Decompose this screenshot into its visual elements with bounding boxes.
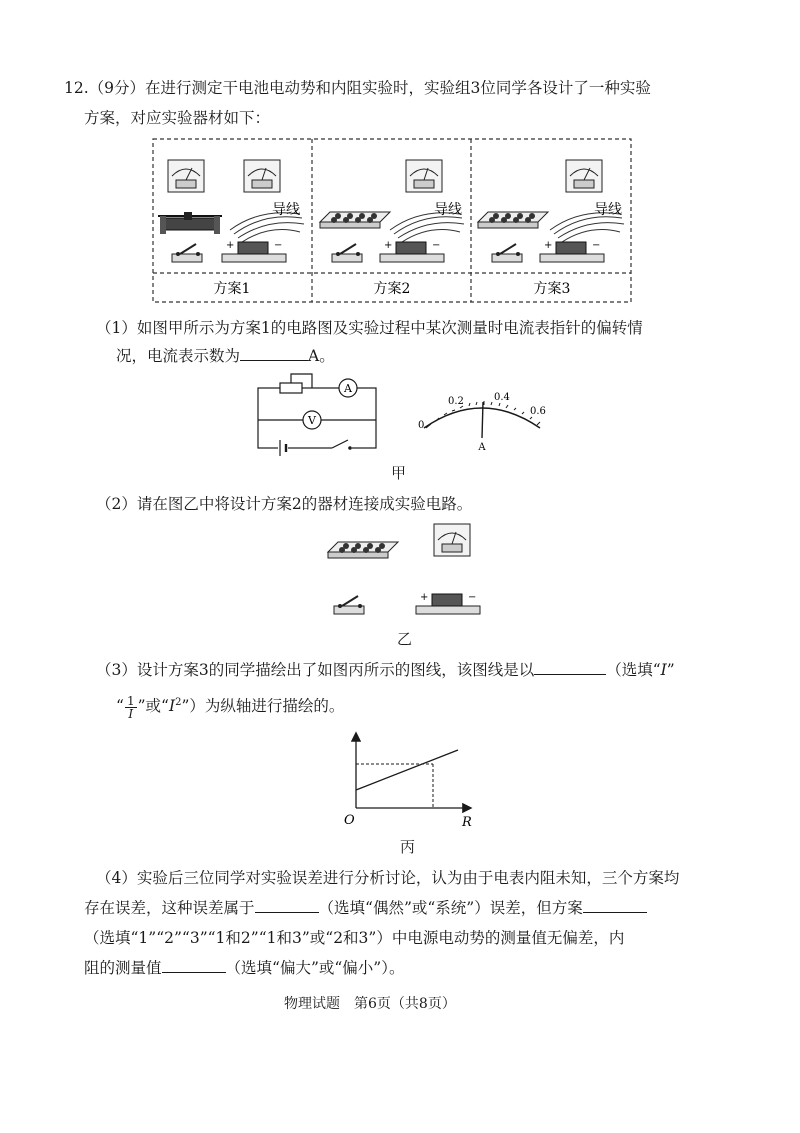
svg-text:+: +	[544, 240, 553, 251]
figure-caption-yi: 乙	[397, 630, 413, 648]
battery-icon	[540, 240, 604, 262]
part4-blank-error-type[interactable]	[255, 898, 319, 913]
part4-line2: 存在误差，这种误差属于 （选填“偶然”或“系统”）误差，但方案	[84, 898, 647, 918]
svg-text:−: −	[274, 240, 283, 251]
meter-tick-0.2: 0.2	[448, 396, 464, 407]
svg-text:V: V	[308, 414, 316, 427]
graph-bing	[338, 730, 478, 830]
part4-line3: （选填“1”“2”“3”“1和2”“1和3”或“2和3”）中电源电动势的测量值无偏差，内	[84, 929, 625, 947]
wire-label: 导线	[272, 202, 300, 218]
graph-line	[356, 750, 458, 790]
resistance-box-icon	[320, 212, 390, 228]
svg-text:−: −	[468, 592, 477, 603]
resistance-box-icon	[328, 542, 398, 558]
wire-label: 导线	[594, 202, 622, 218]
rheostat-icon	[158, 212, 222, 234]
svg-text:+: +	[384, 240, 393, 251]
svg-text:A: A	[344, 382, 352, 395]
battery-icon	[222, 240, 286, 262]
voltmeter-symbol	[303, 411, 321, 429]
resistance-box-icon	[478, 212, 548, 228]
wire-label: 导线	[434, 202, 462, 218]
switch-symbol	[332, 440, 352, 452]
graph-origin-label: O	[344, 813, 355, 828]
meter-tick-0: 0	[418, 420, 425, 431]
ammeter-symbol	[339, 379, 357, 397]
part4-line1: （4）实验后三位同学对实验误差进行分析讨论，认为由于电表内阻未知，三个方案均	[96, 869, 680, 887]
switch-icon	[492, 244, 522, 262]
equipment-panel	[152, 138, 632, 303]
voltmeter-device-icon	[434, 524, 470, 556]
question-stem-line1: 12.（9分）在进行测定干电池电动势和内阻实验时，实验组3位同学各设计了一种实验	[64, 79, 651, 97]
meter-tick-0.6: 0.6	[530, 406, 546, 417]
graph-x-label: R	[462, 815, 472, 830]
part1-line2: 况，电流表示数为 A。	[116, 347, 335, 365]
svg-text:−: −	[592, 240, 601, 251]
figure-caption-jia: 甲	[391, 464, 407, 482]
part1-answer-blank[interactable]	[240, 346, 308, 361]
switch-icon	[334, 596, 364, 614]
circuit-diagram	[252, 368, 382, 454]
part3-line2: “ $\frac{1}{I}$ ”或“$I^2$”）为纵轴进行描绘的。	[116, 693, 345, 721]
battery-icon	[380, 240, 444, 262]
switch-icon	[172, 244, 202, 262]
page-footer: 物理试题 第6页（共8页）	[284, 996, 456, 1012]
scheme3-label: 方案3	[533, 281, 571, 297]
meter-pointer	[482, 402, 483, 438]
part3-line1: （3）设计方案3的同学描绘出了如图丙所示的图线，该图线是以 （选填“I”	[96, 661, 675, 679]
svg-text:−: −	[432, 240, 441, 251]
scheme2-label: 方案2	[373, 281, 411, 297]
part1-line1: （1）如图甲所示为方案1的电路图及实验过程中某次测量时电流表指针的偏转情	[96, 319, 643, 337]
ammeter-dial	[412, 388, 552, 458]
figure-yi-equipment	[322, 518, 482, 618]
switch-icon	[332, 244, 362, 262]
meter-tick-0.4: 0.4	[494, 392, 510, 403]
ammeter-device-icon	[168, 160, 204, 192]
voltmeter-device-icon	[406, 160, 442, 192]
part4-blank-scheme[interactable]	[583, 898, 647, 913]
battery-symbol	[278, 440, 288, 456]
question-stem-line2: 方案，对应实验器材如下：	[84, 109, 271, 127]
svg-text:+: +	[226, 240, 235, 251]
part2-line: （2）请在图乙中将设计方案2的器材连接成实验电路。	[96, 495, 473, 513]
part3-answer-blank[interactable]	[534, 660, 606, 675]
fraction-1-over-I: $\frac{1}{I}$	[126, 693, 135, 721]
scheme1-label: 方案1	[213, 281, 251, 297]
part4-line4: 阻的测量值 （选填“偏大”或“偏小”）。	[84, 959, 405, 977]
voltmeter-device-icon	[244, 160, 280, 192]
svg-text:+: +	[420, 592, 429, 603]
part4-blank-resistance[interactable]	[162, 958, 226, 973]
figure-caption-bing: 丙	[400, 838, 416, 856]
battery-icon	[416, 592, 480, 614]
meter-unit: A	[478, 442, 486, 453]
ammeter-device-icon	[566, 160, 602, 192]
